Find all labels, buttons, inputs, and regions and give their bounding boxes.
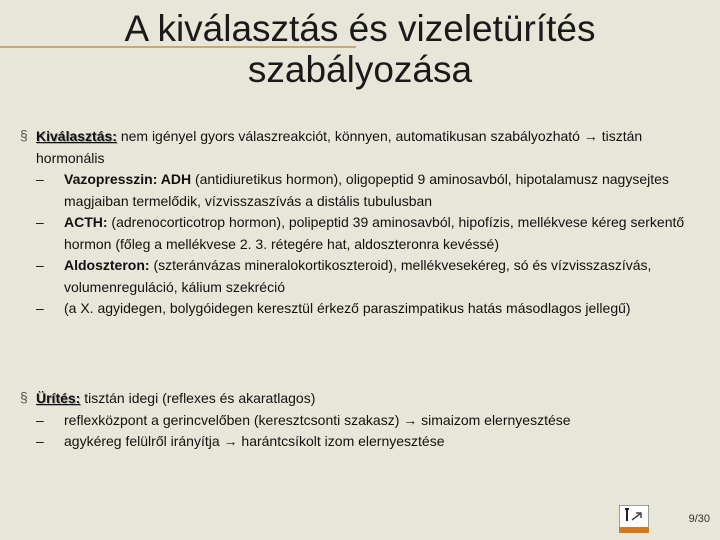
- page-title: [0, 8, 720, 90]
- section-1-lead: [36, 126, 690, 169]
- item-term: ACTH:: [64, 214, 108, 230]
- title-line-2: szabályozása: [247, 49, 473, 90]
- item-text: (szteránvázas mineralokortikoszteroid), mellékvesekéreg, só és vízvisszaszívás, volumenreguláció, kálium szekréció: [64, 257, 652, 295]
- section-1-text: nem igényel gyors válaszreakciót, könnyen, automatikusan szabályozható → tisztán hormonális: [36, 128, 643, 166]
- section-2-text: tisztán idegi (reflexes és akaratlagos): [80, 390, 316, 406]
- item-text: (adrenocorticotrop hormon), polipeptid 39 aminosavból, hipofízis, mellékvese kéreg serkentő hormon (főleg a mellékvese 2. 3. rétegére hat, aldoszteronra kevéssé): [64, 214, 685, 252]
- bullet-icon: §: [20, 127, 28, 143]
- list-item: [36, 410, 690, 432]
- bullet-icon: §: [20, 389, 28, 405]
- item-text: (a X. agyidegen, bolygóidegen keresztül érkező paraszimpatikus hatás másodlagos jellegű): [64, 300, 631, 316]
- item-term: Vazopresszin: ADH: [64, 171, 192, 187]
- dash-icon: –: [36, 411, 44, 428]
- section-urites: [36, 388, 690, 453]
- title-line-1: A kiválasztás és vizeletürítés: [124, 8, 596, 49]
- term-kivalasztas: Kiválasztás:: [36, 128, 117, 144]
- list-item: [36, 298, 690, 320]
- dash-icon: –: [36, 300, 44, 316]
- item-text: agykéreg felülről irányítja → harántcsíkolt izom elernyesztése: [64, 433, 445, 449]
- item-term: Aldoszteron:: [64, 257, 150, 273]
- dash-icon: –: [36, 171, 44, 187]
- list-item: [36, 431, 690, 453]
- dash-icon: –: [36, 257, 44, 273]
- section-kivalasztas: [36, 126, 690, 320]
- return-arrow-icon[interactable]: [619, 505, 649, 533]
- item-text: reflexközpont a gerincvelőben (keresztcsonti szakasz) → simaizom elernyesztése: [64, 411, 571, 428]
- list-item: [36, 169, 690, 212]
- item-text: (antidiuretikus hormon), oligopeptid 9 aminosavból, hipotalamusz nagysejtes magjaiban termelődik, vízvisszaszívás a distális tubulusban: [64, 171, 669, 209]
- dash-icon: –: [36, 433, 44, 449]
- page-number: 9/30: [688, 513, 710, 525]
- term-urites: Ürítés:: [36, 390, 81, 406]
- list-item: [36, 212, 690, 255]
- list-item: [36, 255, 690, 298]
- section-2-lead: [36, 388, 690, 410]
- dash-icon: –: [36, 214, 44, 230]
